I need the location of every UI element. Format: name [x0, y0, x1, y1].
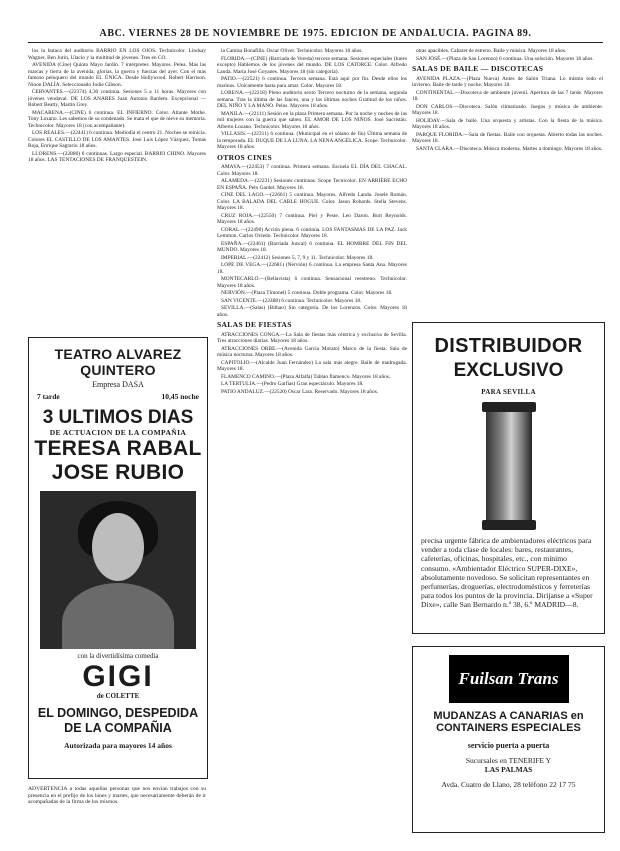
- listing-text: SANTA CLARA.—Discoteca. Música moderna. Martes a domingo. Mayores 18 años.: [416, 145, 603, 152]
- section-heading-salas-baile: SALAS DE BAILE — DISCOTECAS: [412, 64, 544, 73]
- listing-text: VILLASIS.—(22311) 6 continua. (Municipal en el sótano de fin) Última semana de la temporada. EL DUQUE DE LA LUNA. LA NENA ANGÉLICA. Scope. Technicolor. Mayores 18 años.: [217, 131, 407, 150]
- listing-text: MACARENA.—(CINE) 6 continua. EL INFIERNO. Color. Atlante Mothe. Tony Lozano. Les sabemos de su condenado. Se mata el que de nieve su memoria. Technicolor. Mayores 18 (con acompañante).: [28, 109, 206, 129]
- theatre-actuacion: DE ACTUACION DE LA COMPAÑIA: [49, 428, 187, 437]
- theatre-empresa: Empresa DASA: [92, 380, 144, 389]
- listing-text: LOS REALES.—(22441) 6 continua. Mediodía el centro 21. Noches se reinicia. Colores EL CASTILLO DE LOS AMANTES. José Luis López Vázquez, Tomás Roja, Enrique Sagrario 18 años.: [28, 130, 206, 149]
- play-author: de COLETTE: [96, 692, 140, 700]
- theatre-days: 3 ULTIMOS DIAS: [42, 407, 194, 428]
- listing-text: PATIO ANDALUZ.—(22520) Oscar Lara. Reservado. Mayores 18 años.: [221, 388, 379, 395]
- listing-text: la Camisa Bonafilla. Oscar Oliver. Technicolor. Mayores 18 años.: [221, 48, 363, 54]
- listing-text: CONTINENTAL.—Discoteca de ambiente juvenil. Apertura de las 7 tarde. Mayores 18.: [412, 89, 603, 102]
- column-3: [412, 48, 603, 288]
- listing-text: PATIO.—(22521) 6 continua. Tercera semana. Está aquí por fin. Desde ellos los marinos. Unicamente hasta para amar. Color. Mayores 18.: [217, 76, 407, 89]
- listing-text: HOLIDAY.—Sala de baile. Una orquesta y artistas. Con la fiesta de la música. Mayores 18 años.: [412, 117, 603, 130]
- mudanzas-address: Avda. Cuatro de Llano, 28 teléfono 22 17 75: [441, 780, 576, 789]
- theatre-time-left: 7 tarde: [37, 392, 60, 401]
- listing-text: AVENIDA (Cine) Quinto Mayo Jardín. 7 intérpretes. Mayores. Pelea. Mas las marcas y tierra de la avenida, glorias, la guerra y fuerzas del ayer. Con el más famoso peluquero del mundo EL ÚNICA. Desde Hollywood. Robert Harrison. Ninon DALÍA. Seleccionado Jodie Gibson.: [28, 62, 206, 88]
- theatre-actor-1: TERESA RABAL: [34, 437, 202, 460]
- listing-text: FLAMENCO CAMINO.—(Plaza Alfalfa) Tablao flamenco. Mayores 18 años.: [221, 373, 391, 380]
- column-2: [217, 48, 407, 823]
- listing-text: SAN JOSÉ.—(Plaza de San Lorenzo) 6 continua. Una solución. Mayores 18 años.: [416, 55, 594, 62]
- theatre-rating: Autorizada para mayores 14 años: [64, 741, 172, 750]
- listing-text: los la butaca del auditorio BARRIO EN LOS OJOS. Technicolor. Lindsay Wagner, Ben Jurin, Ulacio y la multitud de jóvenes. Tres en CO.: [28, 48, 206, 61]
- actress-photo: [40, 491, 196, 649]
- listing-text: CAPITOLIO.—(Alcalde Juan Fernández) La sala más alegre. Baile de madrugada. Mayores 18.: [217, 359, 407, 372]
- listing-text: LOPE DE VEGA.—(22681) (Nervión) 6 continua. La empresa Santa Ana. Mayores 18.: [217, 262, 407, 275]
- theatre-time-right: 10,45 noche: [161, 392, 199, 401]
- ambientador-device-image: [480, 402, 538, 530]
- listing-text: CORAL.—(22490) Acción plena. 6 continúa. LOS FANTASMAS DE LA PAZ. Jack Lemmon. Carlos Oviedo. Technicolor. Mayores 18.: [217, 226, 407, 239]
- mudanzas-line-1: MUDANZAS A CANARIAS en: [433, 710, 584, 722]
- listing-text: CRUZ ROJA.—(22550) 7 continua. Piel y Peste. Leo Daron. Burt Reynolds. Mayores 18 años.: [217, 212, 407, 225]
- listing-text: MONTECARLO.—(Bellavista) 6 continua. Sensacional reestreno. Technicolor. Mayores 18 años.: [217, 276, 407, 289]
- section-heading-otros-cines: OTROS CINES: [217, 152, 272, 162]
- listing-text: FLORIDA.—(CINE) (Barriada de Vereda) tercera semana. Sesiones especiales (lunes excepto) Hablemos de los jóvenes del mundo. DE LOS CATORCE. Color. Alfredo Landa. María José Goyanes. Mayores 18 (sin categoría).: [217, 55, 407, 75]
- listing-text: ESPAÑA.—(22461) (Barriada Juncal) 6 continua. EL HOMBRE DEL FIN DEL MUNDO. Mayores 18.: [217, 240, 407, 253]
- mudanzas-line-4: Sucursales en TENERIFE Y: [465, 756, 552, 765]
- company-logo-text: Fuilsan Trans: [458, 669, 559, 688]
- column-1: [28, 48, 206, 333]
- para-sevilla: PARA SEVILLA: [481, 388, 536, 396]
- listing-text: MANILA.—(22111) Sesión en la plaza Primera semana. Por la noche y noches de las mil mujeres con la guerra que saben. EL AMOR DE LOS NIÑOS. José Sacristán. Alberto Lozano. Technicolor. Mayores 18 años.: [217, 110, 407, 130]
- listing-text: AVENIDA PLAZA.—(Plaza Nueva) Antes de Salón Triana. Lo mismo todo el invierno. Baile de tarde y noche. Mayores 18.: [412, 75, 603, 88]
- distribuidor-title: DISTRIBUIDOR: [434, 335, 583, 357]
- listing-text: LORENA.—(22218) Pleno auditorio sexto Tercero nocturno de la semana, segunda semana. Tras la última de las fauces, una y las últimas noches Gratitud de los niños. DEL NIÑO Y LA MANO. Pelos. Mayores 18 años.: [217, 90, 407, 109]
- mudanzas-line-5: LAS PALMAS: [484, 765, 533, 774]
- listing-text: CINE DEL LAGO.—(22661) 5 continua. Mayores. Alfredo Landa. Josele Román. Color. LA BALADA DEL CABLE HOGUE. Color. Jason Robards. Stella Stevens. Mayores 18.: [217, 192, 407, 211]
- listing-text: LLORENS.—(22880) 6 continuas. Largo especial. BARRIO CHINO. Mayores 18 años. LAS TENTACIONES DE FRANQUESTEIN.: [28, 150, 206, 163]
- exclusivo-title: EXCLUSIVO: [453, 360, 564, 381]
- listing-text: otras apacibles. Cabaret de estreno. Baile y música. Mayores 18 años.: [416, 48, 567, 54]
- listing-text: ATRACCIONES CONGA.—La Sala de fiestas más céntrica y exclusiva de Sevilla. Tres atracciones diarias. Mayores 18 años.: [217, 331, 407, 344]
- theatre-con: con la divertidísima comedia: [77, 652, 159, 660]
- header-rule: [28, 42, 603, 43]
- listing-text: PARQUE FLORIDA.—Sala de fiestas. Baile con orquesta. Abierto todas las noches. Mayores 18.: [412, 131, 603, 144]
- advertencia-note: ADVERTENCIA a todas aquellas personas que nos envían trabajos con su presencia en el prefijo de los lunes y martes, que necesariamente deberán de ir acompañadas de la firma de los mismos.: [28, 786, 206, 806]
- theatre-ad: [28, 337, 208, 779]
- theatre-actor-2: JOSE RUBIO: [51, 461, 185, 484]
- listing-text: ALAMEDA.—(22231) Sesiones continuas. Scope Tecnicolor. EN ARRIÈRE ECHO EN ESPAÑA. Pelo Gardel. Mayores 18.: [217, 178, 407, 191]
- listing-text: SAN VICENTE.—(22488) 6 continua. Technicolor. Mayores 18.: [221, 297, 362, 304]
- listing-text: CERVANTES.—(22374) 4,30 continúa. Sesiones 5 a 11 horas. Mayores con jóvenes vendaval. DE LOS ANARES Juan Antonio Bardem. Excepcional —Robert Beatty, Martin Grey.: [28, 89, 206, 108]
- theatre-sunday: EL DOMINGO, DESPEDIDA DE LA COMPAÑIA: [37, 706, 199, 735]
- theatre-name: TEATRO ALVAREZ QUINTERO: [54, 346, 182, 378]
- listing-text: DON CARLOS.—Discoteca. Salón climatizado. Juegos y música de ambiente. Mayores 18.: [412, 103, 603, 116]
- mudanzas-ad: [412, 646, 605, 833]
- listing-text: SEVILLA.—(Salas) (Bilbao) Sin categoría. De los Lorenzos. Color. Mayores 18 años.: [217, 305, 407, 318]
- listing-text: ATRACCIONES ORBE.—(Avenida García Morato) Marco de la fiesta. Sala de música nocturna. Mayores 18 años.: [217, 345, 407, 358]
- listing-text: LA TERTULIA.—(Pedro Garfias) Gran espectáculo. Mayores 18.: [221, 381, 364, 387]
- play-title: GIGI: [82, 660, 154, 693]
- mudanzas-line-3: servicio puerta a puerta: [467, 741, 550, 750]
- distribuidor-ad: [412, 322, 605, 634]
- listing-text: AMAYA.—(22453) 7 continua. Primera semana. Escuela EL DÍA DEL CHACAL. Color. Mayores 18.: [217, 164, 407, 177]
- listing-text: IMPERIAL.—(22412) Sesiones 5, 7, 9 y 11. Technicolor. Mayores 18.: [221, 254, 374, 261]
- company-logo: [449, 655, 569, 703]
- page-header: ABC. VIERNES 28 DE NOVIEMBRE DE 1975. EDICION DE ANDALUCIA. PAGINA 89.: [99, 28, 532, 39]
- listing-text: NERVIÓN.—(Plaza Tímonel) 5 continua. Doble programa. Color. Mayores 18.: [221, 290, 393, 296]
- section-heading-salas-fiestas: SALAS DE FIESTAS: [217, 320, 292, 329]
- mudanzas-line-2: CONTAINERS ESPECIALES: [436, 722, 581, 734]
- distribuidor-body: precisa urgente fábrica de ambientadores eléctricos para vender a toda clase de locales: bares, restaurantes, cafeterías, oficinas, hospitales, etc., con mínimo consumo. «Ambientador Eléctrico SUPER-DIXE», absolutamente novedoso. Se solicitan representantes en perfumerías, droguerías, electrodomésticos y ferreterías para todos los puntos de la provincia. Diríjanse a «Super Dixe», calle San Bernardo n.º 38, 6.º MADRID—8.: [421, 536, 593, 610]
